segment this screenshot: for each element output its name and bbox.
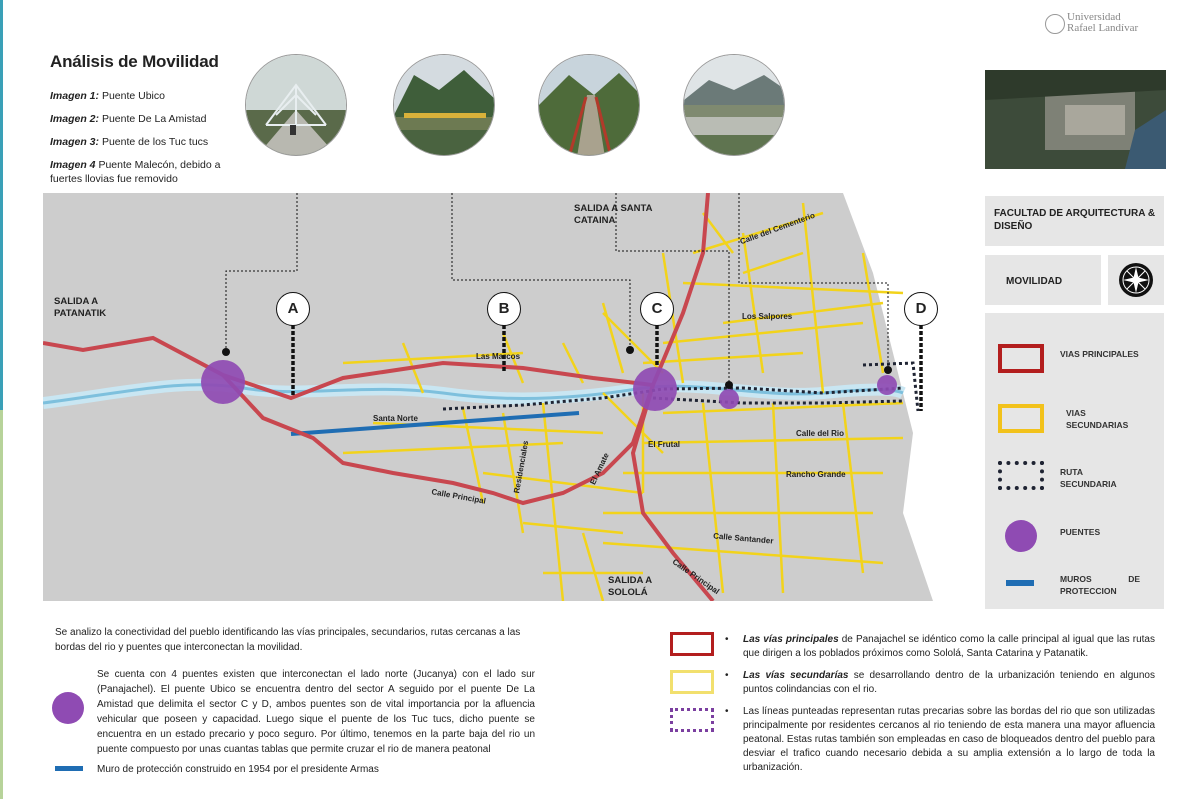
caption-4: Imagen 4 Puente Malecón, debido a fuertes llovias fue removido: [50, 159, 221, 185]
street-las-marcos: Las Marcos: [476, 352, 521, 361]
bridge-ubico: [201, 360, 245, 404]
bridge-amistad: [633, 367, 677, 411]
university-logo: Universidad Rafael Landívar: [1067, 12, 1157, 34]
street-calle-santander: Calle Santander: [712, 531, 774, 546]
legend-swatch-principales: [998, 344, 1044, 373]
bottom-swatch-principales: [670, 632, 714, 656]
legend-descriptions: [725, 633, 1155, 783]
legend-swatch-muros: [1006, 580, 1034, 586]
legend-panel: [985, 313, 1164, 609]
exit-solola: SALIDA A SOLOLÁ: [608, 575, 652, 598]
legend-label-puentes: PUENTES: [1060, 527, 1101, 537]
image-captions: [50, 89, 240, 195]
accent-edge-bar-lower: [0, 410, 3, 799]
caption-2: Imagen 2: Puente De La Amistad: [50, 113, 207, 125]
mobility-map: [43, 193, 958, 601]
faculty-panel: FACULTAD DE ARQUITECTURA & DISEÑO: [985, 196, 1164, 246]
legend-label-principales: VIAS PRINCIPALES: [1060, 349, 1139, 359]
sector-marker-d: D: [904, 292, 938, 326]
legend-swatch-secundarias: [998, 404, 1044, 433]
page-title: Análisis de Movilidad: [50, 52, 219, 71]
legend-swatch-puentes: [1005, 520, 1037, 552]
compass-icon: [1117, 261, 1155, 299]
exit-patanatik: SALIDA A PATANATIK: [54, 296, 107, 319]
bridge-malecon: [877, 375, 897, 395]
photo-puente-tuc-tucs: [538, 54, 640, 156]
caption-3: Imagen 3: Puente de los Tuc tucs: [50, 136, 209, 148]
caption-1: Imagen 1: Puente Ubico: [50, 90, 165, 102]
street-el-amate: El Amate: [588, 451, 611, 487]
bridges-text: Se cuenta con 4 puentes existen que interconectan el lado norte (Jucanya) con el lado sur (Panajachel). El puente Ubico se encuentra dentro del sector A seguido por el puente De La Amistad que delimita el sector C y D, ambos puentes son de vital importancia por la afluencia vehicular que poseen y capacidad. Luego sique el puente de los Tuc tucs, dicho puente se encuentra en un estado precario y poco seguro. Por último, tenemos en la parte baja del rio un puente compuesto por unas cuantas tablas que permite cruzar el rio de manera peatonal: [97, 669, 535, 755]
street-rancho-grande: Rancho Grande: [786, 470, 846, 479]
sector-marker-a: A: [276, 292, 310, 326]
bridge-tuc-tucs: [719, 389, 739, 409]
aerial-photo: [985, 70, 1166, 169]
exit-santa-cataina: SALIDA A SANTA CATAINA: [574, 203, 653, 226]
legend-label-secundarias: VIAS SECUNDARIAS: [1066, 408, 1129, 430]
sector-marker-b: B: [487, 292, 521, 326]
street-calle-principal: Calle Principal: [430, 487, 487, 506]
bullet-principales: • Las vías principales de Panajachel se idéntico como la calle principal al igual que las rutas que dirigen a los poblados próximos como Sololá, Santa Catarina y Patanatik.: [725, 633, 1155, 661]
wall-text: Muro de protección construido en 1954 por el presidente Armas: [97, 764, 379, 775]
street-calle-principal-2: Calle Principal: [670, 557, 722, 597]
street-residenciales: Residenciales: [512, 439, 531, 494]
map-canvas: [43, 193, 958, 601]
legend-label-ruta-secundaria: RUTA SECUNDARIA: [1060, 467, 1117, 489]
street-el-frutal: El Frutal: [648, 440, 681, 449]
compass-panel: [1108, 255, 1164, 305]
section-panel: MOVILIDAD: [985, 255, 1101, 305]
bottom-swatch-secundarias: [670, 670, 714, 694]
sector-marker-c: C: [640, 292, 674, 326]
street-calle-rio: Calle del Rio: [796, 429, 845, 438]
photo-puente-amistad: [393, 54, 495, 156]
accent-edge-bar: [0, 0, 3, 410]
bottom-swatch-ruta: [670, 708, 714, 732]
bridge-legend-icon: [52, 692, 84, 724]
bullet-secundarias: • Las vías secundarías se desarrollando dentro de la urbanización teniendo en algunos puntos colindancias con el rio.: [725, 669, 1155, 697]
wall-legend-icon: [55, 766, 83, 771]
bullet-ruta: • Las líneas punteadas representan rutas precarias sobre las bordas del rio que son utilizadas principalmente por residentes cercanos al rio teniendo de esta manera una mayor afluencia peatonal. Estas rutas también son empleadas en caso de bloqueados dentro del pueblo para desviar el trafico cuando necesario debida a su amplia extensión a lo largo de toda la urbanización.: [725, 705, 1155, 775]
street-santa-norte: Santa Norte: [373, 414, 418, 423]
photo-puente-malecon: [683, 54, 785, 156]
university-seal-icon: [1045, 14, 1065, 34]
photo-puente-ubico: [245, 54, 347, 156]
legend-label-muros: MUROS DE PROTECCION: [1060, 574, 1140, 596]
legend-swatch-ruta-secundaria: [998, 461, 1044, 490]
street-salpores: Los Salpores: [742, 312, 793, 321]
street-cementerio: Calle del Cementerio: [738, 210, 817, 247]
intro-text: Se analizo la conectividad del pueblo identificando las vías principales, secundarios, rutas cercanas a las bordas del rio y puentes que interconectan la movilidad.: [55, 627, 521, 653]
